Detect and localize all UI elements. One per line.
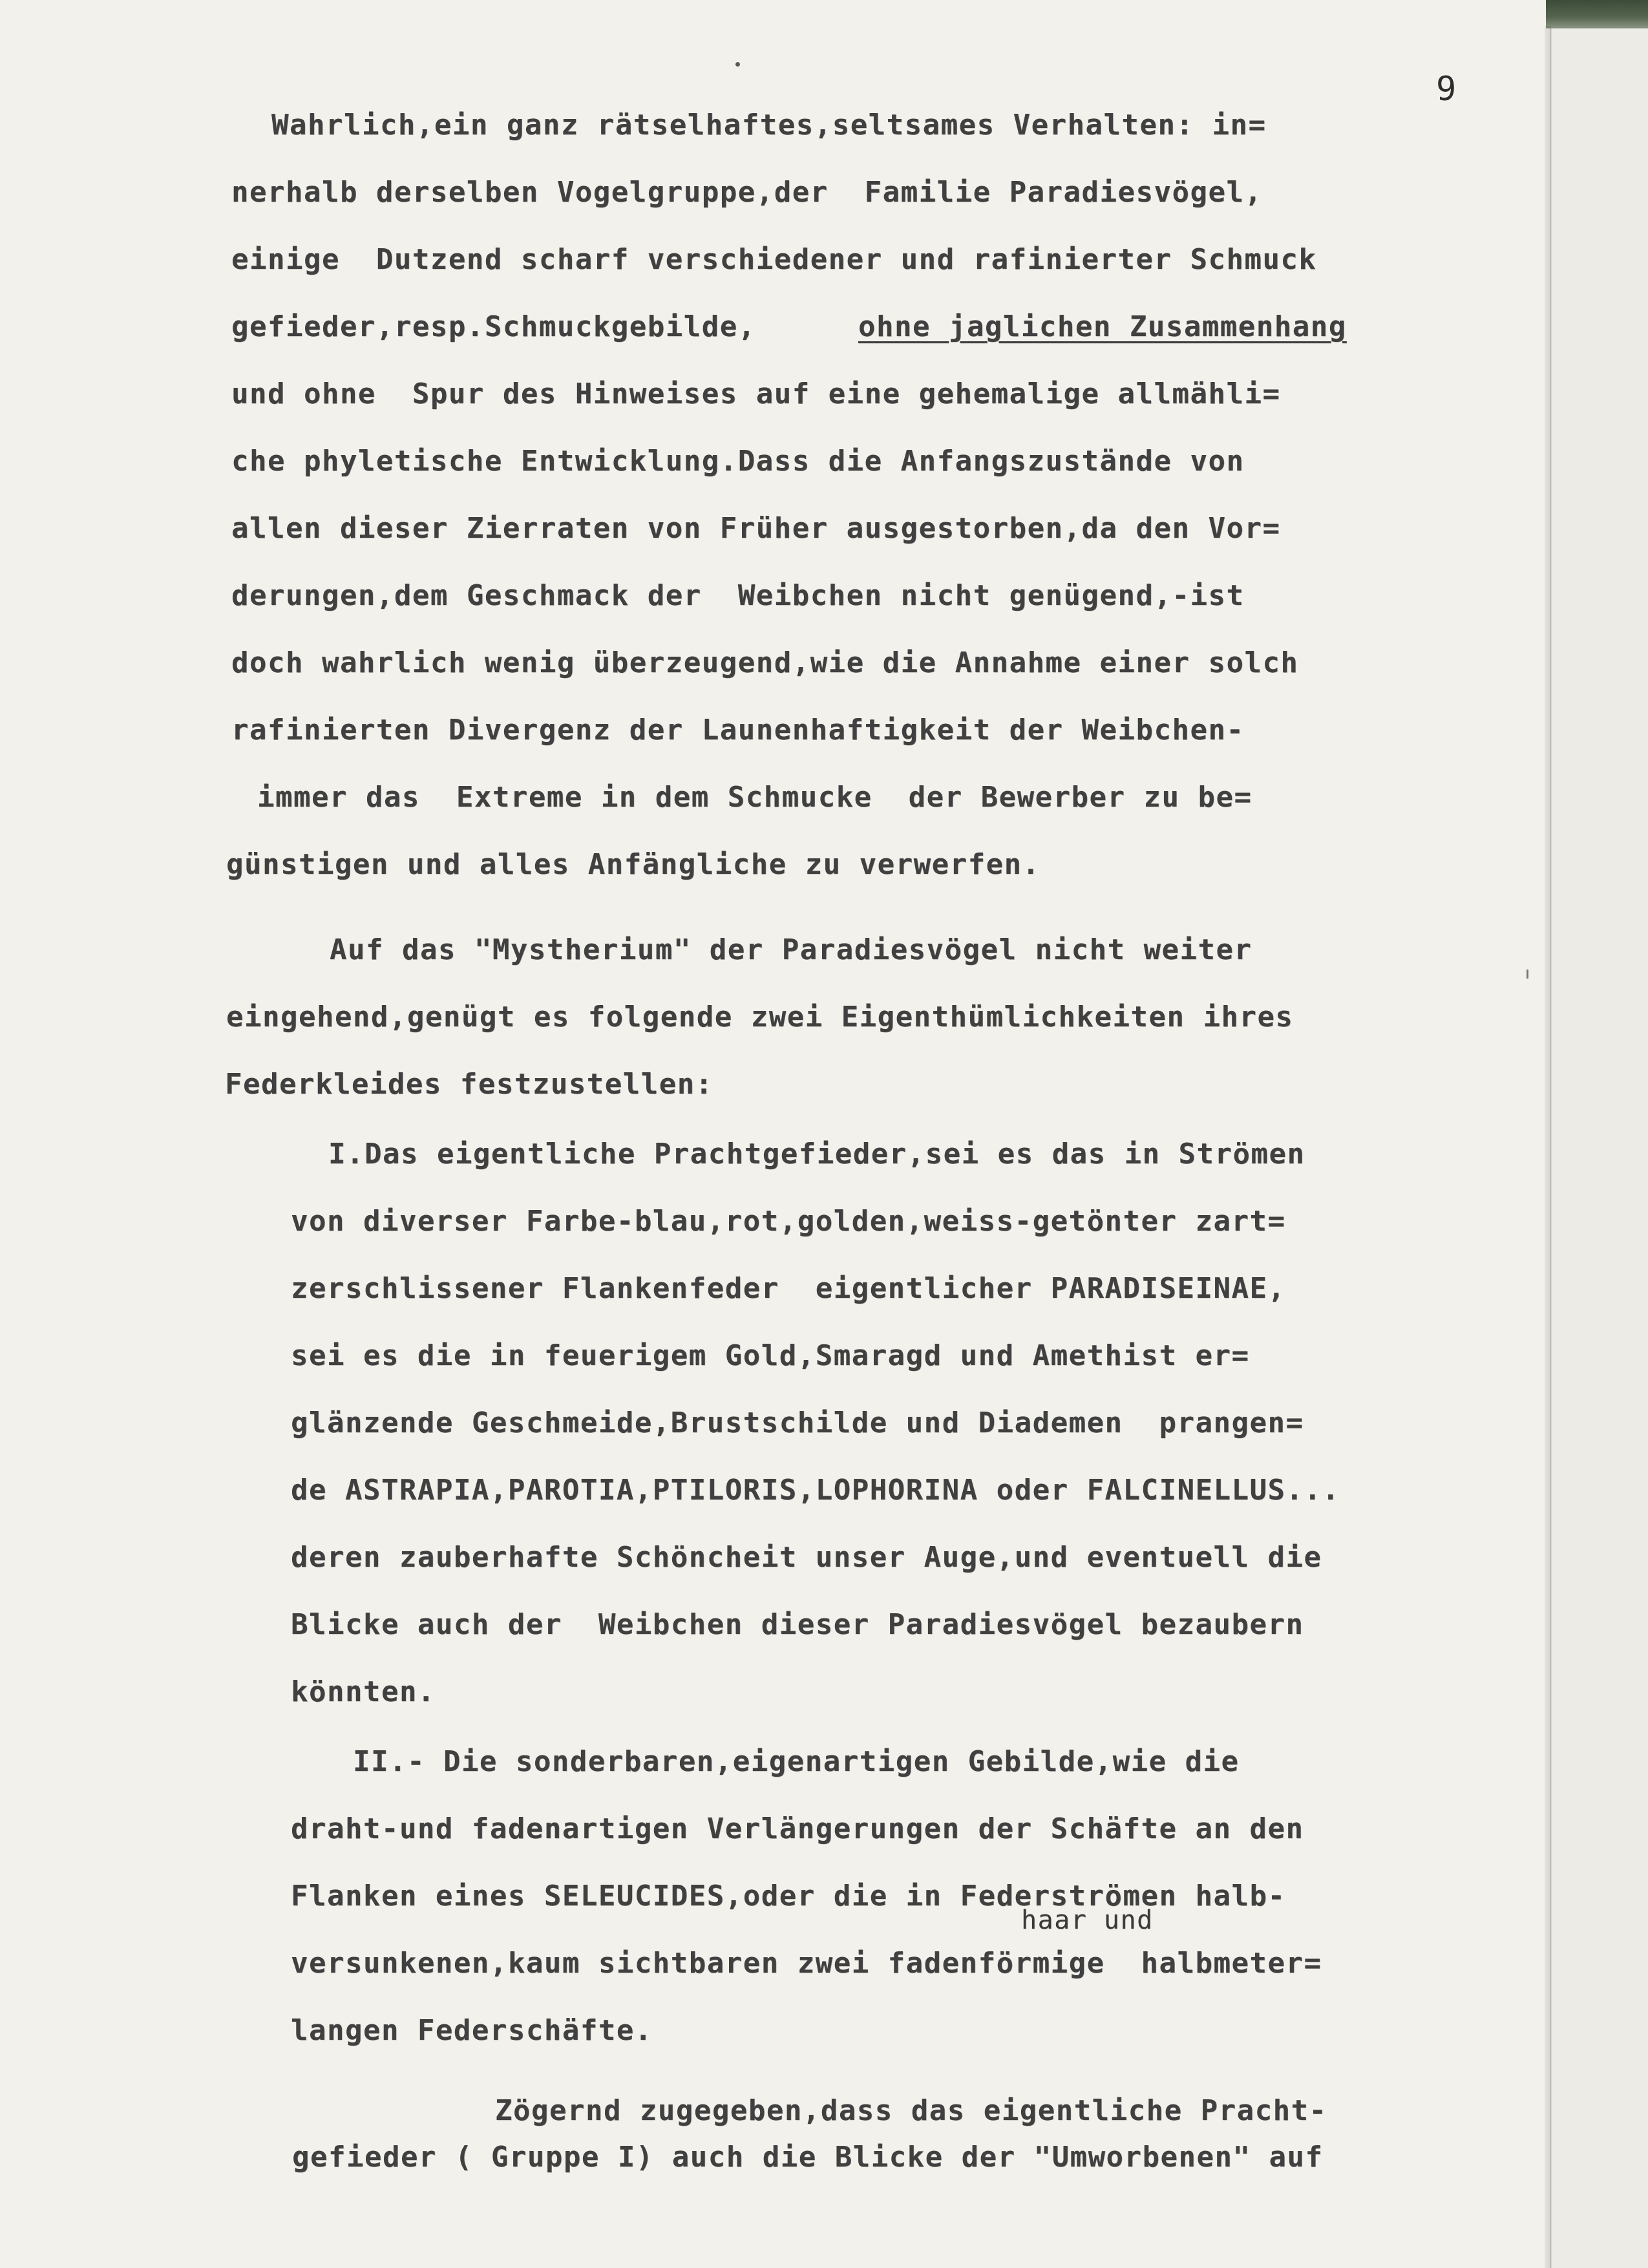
text-line: de ASTRAPIA,PAROTIA,PTILORIS,LOPHORINA oder FALCINELLUS... (291, 1474, 1340, 1507)
text-line: gefieder,resp.Schmuckgebilde, (231, 310, 756, 343)
text-line: langen Federschäfte. (291, 2014, 653, 2047)
text-line: allen dieser Zierraten von Früher ausgestorben,da den Vor= (231, 512, 1281, 545)
text-line: deren zauberhafte Schöncheit unser Auge,und eventuell die (291, 1541, 1322, 1574)
text-line: einige Dutzend scharf verschiedener und rafinierter Schmuck (231, 243, 1317, 276)
text-line: Zögernd zugegeben,dass das eigentliche Pracht- (495, 2094, 1327, 2127)
text-line: doch wahrlich wenig überzeugend,wie die Annahme einer solch (231, 646, 1299, 679)
text-line: II.- Die sonderbaren,eigenartigen Gebilde,wie die (353, 1745, 1240, 1778)
interlinear-insertion: haar und (1021, 1905, 1154, 1935)
text-line: Wahrlich,ein ganz rätselhaftes,seltsames Verhalten: in= (271, 109, 1267, 142)
text-line: Auf das "Mystherium" der Paradiesvögel nicht weiter (330, 933, 1252, 966)
text-line: draht-und fadenartigen Verlängerungen der Schäfte an den (291, 1812, 1304, 1845)
text-line: von diverser Farbe-blau,rot,golden,weiss-getönter zart= (291, 1205, 1286, 1238)
text-line: gefieder ( Gruppe I) auch die Blicke der "Umworbenen" auf (292, 2141, 1324, 2174)
text-line: glänzende Geschmeide,Brustschilde und Diademen prangen= (291, 1406, 1304, 1439)
text-line: Blicke auch der Weibchen dieser Paradiesvögel bezaubern (291, 1608, 1304, 1641)
text-line: rafinierten Divergenz der Launenhaftigkeit der Weibchen- (231, 714, 1245, 747)
text-line: derungen,dem Geschmack der Weibchen nicht genügend,-ist (231, 579, 1245, 612)
text-line: che phyletische Entwicklung.Dass die Anfangszustände von (231, 445, 1245, 478)
text-line: nerhalb derselben Vogelgruppe,der Familie Paradiesvögel, (231, 176, 1263, 209)
text-line: günstigen und alles Anfängliche zu verwerfen. (226, 848, 1041, 881)
background-strip (1550, 0, 1648, 2268)
text-line: I.Das eigentliche Prachtgefieder,sei es das in Strömen (328, 1138, 1305, 1171)
text-line: Federkleides festzustellen: (225, 1068, 713, 1101)
text-line: zerschlissener Flankenfeder eigentlicher PARADISEINAE, (291, 1272, 1286, 1305)
underlined-phrase: ohne jaglichen Zusammenhang (858, 310, 1347, 343)
text-line: und ohne Spur des Hinweises auf eine gehemalige allmähli= (231, 377, 1281, 410)
text-line: immer das Extreme in dem Schmucke der Bewerber zu be= (257, 781, 1252, 814)
page-number: 9 (1436, 70, 1457, 109)
text-line: versunkenen,kaum sichtbaren zwei fadenförmige halbmeter= (291, 1947, 1322, 1980)
text-line: Flanken eines SELEUCIDES,oder die in Federströmen halb- (291, 1880, 1286, 1913)
text-line: eingehend,genügt es folgende zwei Eigenthümlichkeiten ihres (226, 1001, 1294, 1033)
corner-shadow (1546, 0, 1648, 28)
text-line: könnten. (291, 1675, 436, 1708)
text-line: sei es die in feuerigem Gold,Smaragd und Amethist er= (291, 1339, 1250, 1372)
